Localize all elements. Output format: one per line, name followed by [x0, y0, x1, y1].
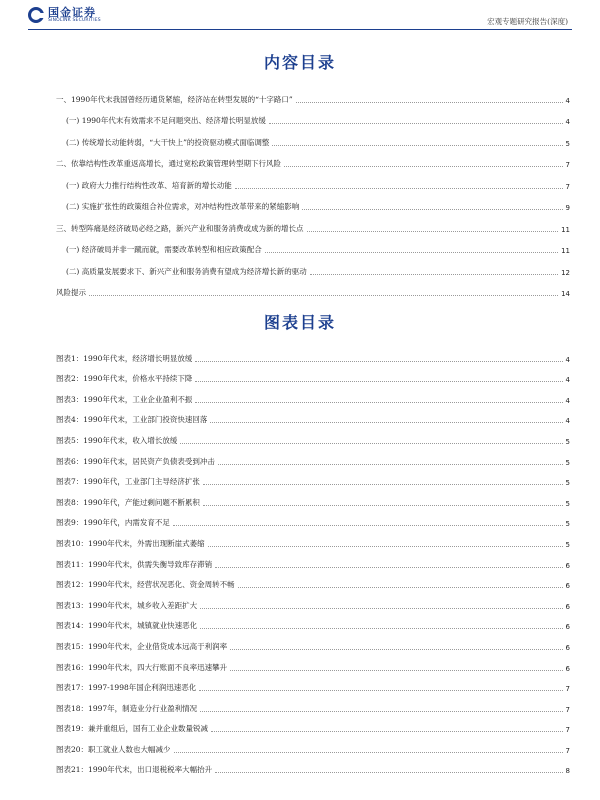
header-divider: [28, 29, 572, 30]
dot-leader: [307, 231, 559, 232]
dot-leader: [180, 443, 562, 444]
contents-entry-page: 5: [565, 139, 570, 148]
dot-leader: [310, 274, 558, 275]
dot-leader: [230, 670, 562, 671]
figures-entry-label: 图表11：1990年代末，供需失衡导致库存滞销: [56, 559, 213, 569]
contents-entry-label: (二) 传统增长动能转弱，“大干快上”的投资驱动模式面临调整: [66, 137, 270, 147]
dot-leader: [238, 587, 563, 588]
figures-entry[interactable]: [56, 446, 570, 467]
figures-entry-label: 图表6：1990年代末，居民资产负债表受到冲击: [56, 456, 215, 466]
figures-entry-page: 7: [565, 726, 570, 735]
contents-entry[interactable]: [56, 234, 570, 256]
figures-entry-page: 7: [565, 705, 570, 714]
dot-leader: [218, 464, 563, 465]
dot-leader: [195, 381, 562, 382]
contents-entry[interactable]: [56, 105, 570, 127]
figures-entry-label: 图表4：1990年代末，工业部门投资快速回落: [56, 415, 208, 425]
dot-leader: [284, 166, 563, 167]
dot-leader: [302, 209, 562, 210]
page-header: [0, 0, 600, 30]
figures-entry-page: 6: [565, 602, 570, 611]
contents-entry-label: (二) 高质量发展要求下、新兴产业和服务消费有望成为经济增长新的驱动: [66, 266, 307, 276]
figures-entry-page: 6: [565, 582, 570, 591]
figures-entry[interactable]: [56, 343, 570, 364]
figures-entry-page: 4: [565, 355, 570, 364]
figures-entry[interactable]: [56, 693, 570, 714]
contents-entry-label: 二、依靠结构性改革重返高增长，通过宽松政策管理转型期下行风险: [56, 159, 281, 168]
contents-entry[interactable]: [56, 255, 570, 277]
contents-entry-label: 三、转型阵痛是经济破局必经之路，新兴产业和服务消费或成为新的增长点: [56, 223, 304, 233]
report-type: 宏观专题研究报告(深度): [487, 17, 568, 26]
figures-entry-page: 6: [565, 623, 570, 632]
contents-entry-page: 12: [561, 268, 570, 277]
logo-text: [48, 7, 101, 24]
dot-leader: [203, 505, 563, 506]
contents-entry-page: 7: [565, 182, 570, 191]
figures-title: 图表目录: [263, 313, 336, 332]
figures-entry-label: 图表21：1990年代末，出口退税税率大幅抬升: [56, 765, 213, 775]
contents-entry-label: 风险提示: [56, 288, 86, 297]
figures-entry-page: 6: [565, 664, 570, 673]
contents-entry-label: (一) 经济破局并非一蹴而就，需要改革转型和相应政策配合: [66, 245, 262, 254]
contents-entry[interactable]: [56, 191, 570, 213]
dot-leader: [210, 422, 562, 423]
figures-entry[interactable]: [56, 755, 570, 776]
figures-entry-label: 图表20：职工就业人数也大幅减少: [56, 744, 171, 754]
figures-entry-label: 图表15：1990年代末，企业借贷成本远高于利润率: [56, 641, 228, 651]
contents-entry-page: 7: [565, 161, 570, 169]
contents-list: [56, 83, 570, 298]
contents-title: 内容目录: [263, 53, 336, 72]
figures-entry-page: 6: [565, 643, 570, 652]
figures-entry-label: 图表19：兼并重组后，国有工业企业数量锐减: [56, 724, 209, 734]
figures-entry-page: 8: [565, 767, 570, 776]
figures-entry[interactable]: [56, 384, 570, 405]
dot-leader: [173, 525, 563, 526]
contents-entry[interactable]: [56, 169, 570, 191]
figures-entry-page: 7: [565, 746, 570, 755]
figures-entry-label: 图表17：1997-1998年国企利润迅速恶化: [56, 683, 197, 693]
contents-entry-label: (一) 政府大力推行结构性改革、培育新的增长动能: [66, 180, 232, 190]
figures-entry-label: 图表1：1990年代末，经济增长明显放缓: [56, 353, 193, 363]
figures-entry[interactable]: [56, 405, 570, 426]
figures-entry[interactable]: [56, 734, 570, 755]
dot-leader: [269, 123, 563, 124]
dot-leader: [200, 608, 562, 609]
figures-entry[interactable]: [56, 714, 570, 735]
figures-entry-label: 图表13：1990年代末，城乡收入差距扩大: [56, 600, 198, 610]
figures-entry[interactable]: [56, 487, 570, 508]
contents-entry-label: (一) 1990年代末有效需求不足问题突出、经济增长明显放缓: [66, 116, 266, 125]
figures-entry-page: 5: [565, 458, 570, 467]
dot-leader: [211, 731, 562, 732]
figures-entry[interactable]: [56, 590, 570, 611]
dot-leader: [265, 252, 558, 253]
dot-leader: [89, 295, 558, 296]
dot-leader: [199, 690, 562, 691]
figures-entry-page: 4: [565, 417, 570, 426]
contents-entry-page: 4: [565, 118, 570, 126]
contents-entry-label: 一、1990年代末我国曾经历通货紧缩，经济站在转型发展的“十字路口”: [56, 94, 293, 104]
dot-leader: [215, 772, 562, 773]
figures-entry-page: 5: [565, 479, 570, 488]
logo-cn: 国金证券: [48, 5, 96, 19]
figures-entry-page: 5: [565, 437, 570, 446]
dot-leader: [195, 361, 562, 362]
figures-entry-page: 7: [565, 685, 570, 694]
dot-leader: [174, 752, 563, 753]
logo-en: SINOLINK SECURITIES: [48, 17, 101, 23]
contents-entry-label: (二) 实施扩张性的政策组合补位需求，对冲结构性改革带来的紧缩影响: [66, 202, 300, 211]
dot-leader: [230, 649, 562, 650]
figures-entry-page: 5: [565, 499, 570, 508]
figures-entry[interactable]: [56, 673, 570, 694]
dot-leader: [208, 546, 563, 547]
figures-entry-label: 图表5：1990年代末，收入增长放缓: [56, 435, 178, 445]
company-logo: [28, 4, 101, 26]
figures-entry-label: 图表12：1990年代末，经营状况恶化、资金周转不畅: [56, 580, 235, 590]
dot-leader: [200, 628, 562, 629]
figures-entry-label: 图表10：1990年代末，外需出现断崖式萎缩: [56, 538, 205, 548]
contents-entry-page: 4: [565, 96, 570, 105]
figures-entry-page: 5: [565, 520, 570, 529]
figures-entry-label: 图表9：1990年代，内需发育不足: [56, 518, 170, 528]
figures-entry[interactable]: [56, 528, 570, 549]
contents-entry[interactable]: [56, 212, 570, 234]
figures-entry[interactable]: [56, 508, 570, 529]
figures-entry[interactable]: [56, 425, 570, 446]
figures-entry-label: 图表8：1990年代，产能过剩问题不断累积: [56, 497, 200, 507]
figures-entry[interactable]: [56, 467, 570, 488]
figures-entry[interactable]: [56, 570, 570, 591]
contents-entry[interactable]: [56, 277, 570, 299]
figures-entry-label: 图表16：1990年代末，四大行账面不良率迅速攀升: [56, 662, 228, 672]
figures-entry-label: 图表18：1997年，制造业分行业盈利情况: [56, 703, 198, 713]
dot-leader: [235, 188, 563, 189]
dot-leader: [200, 711, 562, 712]
figures-entry-label: 图表7：1990年代，工业部门主导经济扩张: [56, 477, 200, 487]
dot-leader: [272, 145, 562, 146]
contents-entry[interactable]: [56, 148, 570, 170]
figures-entry-label: 图表3：1990年代末，工业企业盈利不振: [56, 394, 193, 404]
dot-leader: [215, 567, 562, 568]
figures-entry-label: 图表2：1990年代末，价格水平持续下降: [56, 374, 193, 384]
figures-entry[interactable]: [56, 652, 570, 673]
dot-leader: [203, 484, 563, 485]
figures-entry-page: 4: [565, 376, 570, 385]
logo-mark-icon: [28, 7, 44, 23]
figures-entry-page: 5: [565, 540, 570, 549]
figures-entry[interactable]: [56, 549, 570, 570]
contents-entry[interactable]: [56, 126, 570, 148]
figures-entry-page: 4: [565, 396, 570, 405]
contents-entry-page: 9: [565, 204, 570, 212]
figures-entry-label: 图表14：1990年代末，城镇就业快速恶化: [56, 621, 198, 631]
figures-entry-page: 6: [565, 561, 570, 570]
contents-entry-page: 14: [561, 290, 570, 298]
figures-entry[interactable]: [56, 364, 570, 385]
figures-list: [56, 343, 570, 775]
dot-leader: [296, 102, 563, 103]
contents-entry[interactable]: [56, 83, 570, 105]
dot-leader: [195, 402, 562, 403]
contents-entry-page: 11: [561, 225, 570, 234]
figures-entry[interactable]: [56, 611, 570, 632]
figures-entry[interactable]: [56, 631, 570, 652]
contents-entry-page: 11: [561, 247, 570, 255]
